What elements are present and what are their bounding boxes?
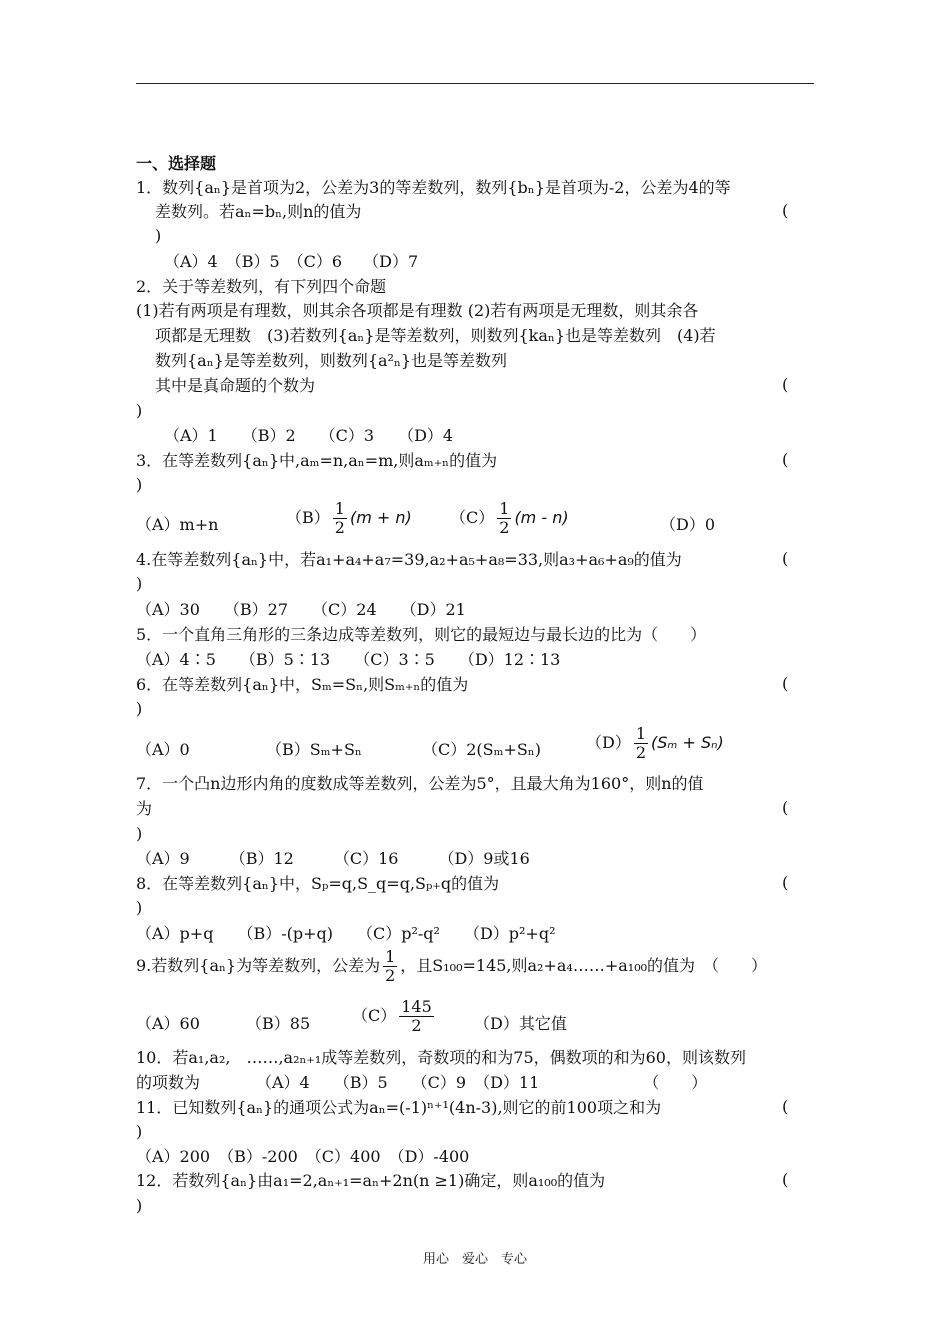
q4-line1: 4.在等差数列{aₙ}中，若a₁+a₄+a₇=39,a₂+a₅+a₈=33,则a₃+a₆+a₉的值为 — [136, 550, 682, 569]
q6-option-d: （D） $\frac{1}{2}$ (Sₘ + Sₙ) — [586, 724, 724, 762]
q4-paren-close: ) — [136, 574, 143, 593]
q9-option-c: （C） $\frac{145}{2}$ — [352, 997, 432, 1035]
q3-paren-close: ) — [136, 475, 143, 494]
q6-paren-open: ( — [782, 674, 789, 693]
q11-paren-close: ) — [136, 1122, 143, 1141]
q2-line5: 其中是真命题的个数为 — [155, 376, 316, 395]
q12-paren-open: ( — [782, 1170, 789, 1189]
q6-option-a: （A）0 — [136, 740, 190, 759]
page-footer: 用心 爱心 专心 — [422, 1252, 527, 1267]
q2-line4: 数列{aₙ}是等差数列，则数列{a²ₙ}也是等差数列 — [155, 351, 508, 370]
q4-paren-open: ( — [782, 549, 789, 568]
half-fraction: $\frac{1}{2}$ — [334, 499, 345, 537]
q7-line2: 为 — [136, 799, 153, 818]
q2-paren-open: ( — [782, 375, 789, 394]
q1-options: （A）4 （B）5 （C）6 （D）7 — [164, 252, 419, 271]
q8-line1: 8．在等差数列{aₙ}中，Sₚ=q,S_q=q,Sₚ₊q的值为 — [136, 874, 500, 893]
q2-paren-close: ) — [136, 401, 143, 420]
q2-options: （A）1 （B）2 （C）3 （D）4 — [164, 426, 454, 445]
q10-line2: 的项数为 （A）4 （B）5 （C）9 （D）11 （ ） — [136, 1073, 708, 1092]
q7-options: （A）9 （B）12 （C）16 （D）9或16 — [136, 849, 530, 868]
q12-line1: 12．若数列{aₙ}由a₁=2,aₙ₊₁=aₙ+2n(n ≥1)确定，则a₁₀₀的值为 — [136, 1171, 606, 1190]
q11-paren-open: ( — [782, 1097, 789, 1116]
q2-line3: 项都是无理数 (3)若数列{aₙ}是等差数列，则数列{kaₙ}也是等差数列 (4)若 — [155, 326, 716, 345]
q8-paren-close: ) — [136, 898, 143, 917]
q8-options: （A）p+q （B）-(p+q) （C）p²-q² （D）p²+q² — [136, 924, 556, 943]
q4-options: （A）30 （B）27 （C）24 （D）21 — [136, 600, 466, 619]
section-title: 一、选择题 — [136, 154, 217, 173]
q11-line1: 11．已知数列{aₙ}的通项公式为aₙ=(-1)ⁿ⁺¹(4n-3),则它的前100项之和为 — [136, 1098, 662, 1117]
q9-line1: 9.若数列{aₙ}为等差数列，公差为 $\frac{1}{2}$ ，且S₁₀₀=145,则a₂+a₄……+a₁₀₀的值为 （ ） — [136, 947, 768, 985]
q6-paren-close: ) — [136, 699, 143, 718]
q9-option-b: （B）85 — [246, 1014, 311, 1033]
half-fraction: $\frac{1}{2}$ — [499, 499, 510, 537]
q3-paren-open: ( — [782, 450, 789, 469]
q10-line1: 10．若a₁,a₂, ……,a₂ₙ₊₁成等差数列，奇数项的和为75，偶数项的和为60，则该数列 — [136, 1048, 746, 1067]
half-fraction: $\frac{1}{2}$ — [385, 947, 396, 985]
q9-option-a: （A）60 — [136, 1014, 200, 1033]
q3-option-d: （D）0 — [660, 515, 716, 534]
q6-option-c: （C）2(Sₘ+Sₙ) — [422, 740, 541, 759]
fraction-145-over-2: $\frac{145}{2}$ — [401, 997, 432, 1035]
q1-line1: 1．数列{aₙ}是首项为2，公差为3的等差数列，数列{bₙ}是首项为-2，公差为4的等 — [136, 178, 731, 197]
q2-line2: (1)若有两项是有理数，则其余各项都是有理数 (2)若有两项是无理数，则其余各 — [136, 301, 699, 320]
q6-option-b: （B）Sₘ+Sₙ — [266, 740, 362, 759]
q6-line1: 6．在等差数列{aₙ}中，Sₘ=Sₙ,则Sₘ₊ₙ的值为 — [136, 675, 469, 694]
q1-paren-open: ( — [782, 201, 789, 220]
q3-option-b: （B） $\frac{1}{2}$ (m + n) — [286, 499, 412, 537]
q11-options: （A）200 （B）-200 （C）400 （D）-400 — [136, 1147, 470, 1166]
q8-paren-open: ( — [782, 873, 789, 892]
q2-line1: 2．关于等差数列，有下列四个命题 — [136, 277, 387, 296]
q1-line2: 差数列。若aₙ=bₙ,则n的值为 — [155, 202, 362, 221]
q7-paren-close: ) — [136, 824, 143, 843]
q5-options: （A）4∶5 （B）5∶13 （C）3∶5 （D）12∶13 — [136, 650, 561, 669]
q7-paren-open: ( — [782, 798, 789, 817]
header-rule — [136, 83, 814, 84]
q3-line1: 3．在等差数列{aₙ}中,aₘ=n,aₙ=m,则aₘ₊ₙ的值为 — [136, 451, 498, 470]
q3-option-c: （C） $\frac{1}{2}$ (m - n) — [450, 499, 569, 537]
q1-paren-close: ) — [155, 226, 162, 245]
q7-line1: 7．一个凸n边形内角的度数成等差数列，公差为5°，且最大角为160°，则n的值 — [136, 774, 704, 793]
q9-option-d: （D）其它值 — [474, 1014, 567, 1033]
q12-paren-close: ) — [136, 1196, 143, 1215]
half-fraction: $\frac{1}{2}$ — [635, 724, 647, 762]
q5-line1: 5．一个直角三角形的三条边成等差数列，则它的最短边与最长边的比为（ ） — [136, 625, 707, 644]
q3-option-a: （A）m+n — [136, 515, 219, 534]
